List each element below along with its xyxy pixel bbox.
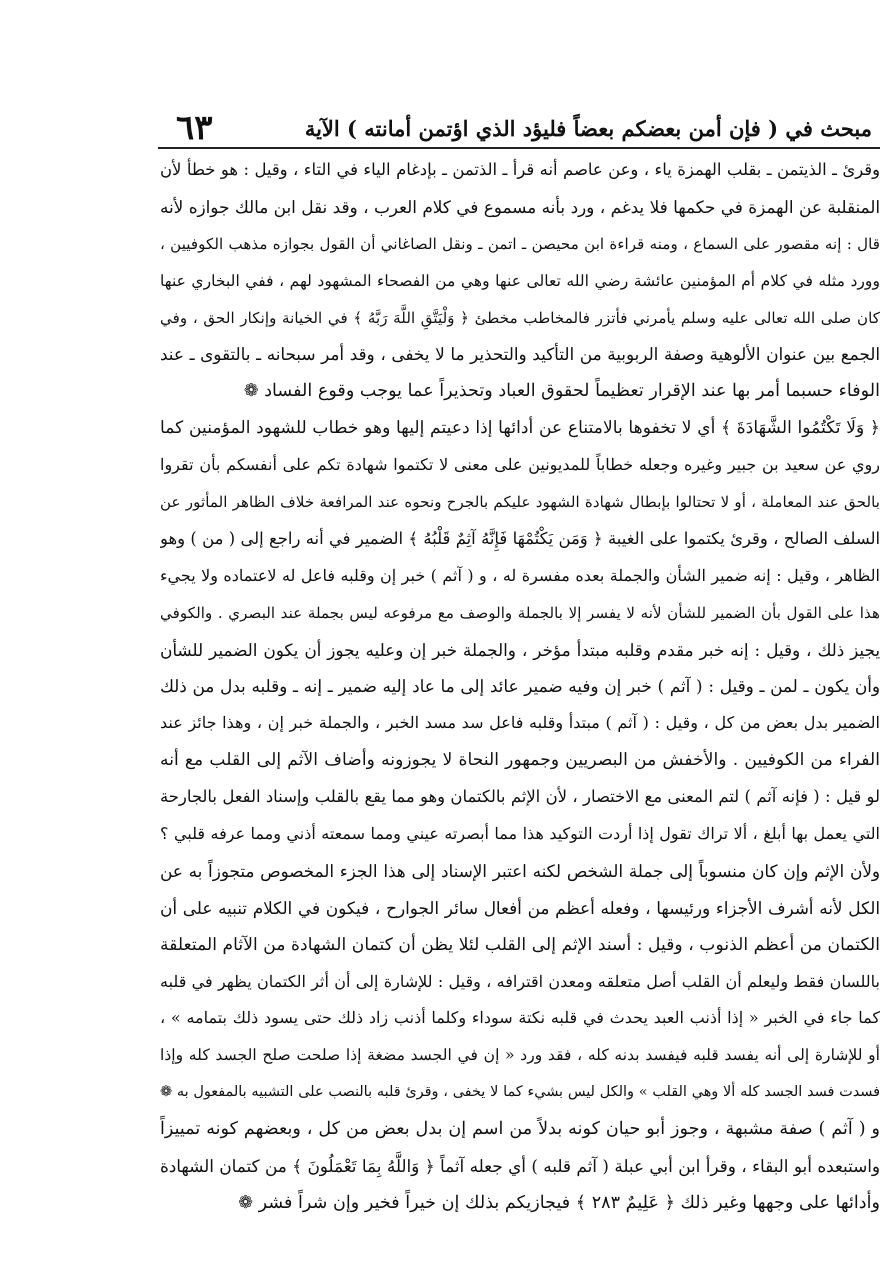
text-line: ولأن الإثم وإن كان منسوباً إلى جملة الشخص لكنه اعتبر الإسناد إلى هذا الجزء المخصوص متجوزاً به عن	[160, 860, 880, 881]
text-line: وقرئ ـ الذيتمن ـ بقلب الهمزة ياء ، وعن عاصم أنه قرأ ـ الذتمن ـ بإدغام الياء في التاء ، وقيل : هو خطأ لأن	[160, 160, 880, 179]
text-line: وأدائها على وجهها وغير ذلك ﴿ عَلِيمٌ ٢٨٣ ﴾ فيجازيكم بذلك إن خيراً فخير وإن شراً فشر ❁	[238, 1192, 880, 1213]
text-line: فسدت فسد الجسد كله ألا وهي القلب » والكل ليس بشيء كما لا يخفى ، وقرئ قلبه بالنصب على التشبيه بالمفعول به ❁	[160, 1084, 880, 1101]
text-line: المنقلبة عن الهمزة في حكمها فلا يدغم ، ورد بأنه مسموع في كلام العرب ، وقد نقل ابن مالك جوازه لأنه	[160, 196, 880, 217]
text-line: وورد مثله في كلام أم المؤمنين عائشة رضي الله تعالى عنها وهي من الفصحاء المشهود لهم ، ففي البخاري عنها	[160, 271, 880, 290]
text-line: الوفاء حسبما أمر بها عند الإقرار تعظيماً لحقوق العباد وتحذيراً عما يوجب وقوع الفساد ❁	[243, 381, 880, 402]
text-line: كما جاء في الخبر « إذا أذنب العبد يحدث في قلبه نكتة سوداء وكلما أذنب زاد ذلك حتى يسود ذلك بتمامه » ،	[160, 1008, 880, 1028]
text-line: باللسان فقط وليعلم أن القلب أصل متعلقه ومعدن اقترافه ، وقيل : للإشارة إلى أن أثر الكتمان يظهر في قلبه	[160, 971, 880, 991]
text-line: وأن يكون ـ لمن ـ وقيل : ( آثم ) خبر إن وفيه ضمير عائد إلى ما عاد إليه ضمير ـ إنه ـ وقلبه بدل من ذلك	[160, 676, 880, 697]
text-line: السلف الصالح ، وقرئ يكتموا على الغيبة ﴿ وَمَن يَكْتُمْهَا فَإِنَّهُ آثِمٌ قَلْبُهُ ﴾ الضمير في أنه راجع إلى ( من ) وهو	[160, 528, 880, 548]
page-number: ٦٣	[176, 108, 213, 148]
header-divider	[158, 147, 880, 149]
text-line: و ( آثم ) صفة مشبهة ، وجوز أبو حيان كونه بدلاً من اسم إن بدل بعض من كل ، وبعضهم كونه تمييزاً	[160, 1119, 880, 1140]
text-line: هذا على القول بأن الضمير للشأن لأنه لا يفسر إلا بالجملة والوصف مع مرفوعه ليس بجملة عند البصري . والكوفي	[160, 603, 880, 622]
body-text	[160, 152, 880, 1222]
text-line: قال : إنه مقصور على السماع ، ومنه قراءة ابن محيصن ـ اتمن ـ ونقل الصاغاني أن القول بجوازه مذهب الكوفيين ،	[160, 234, 880, 253]
text-line: التي يعمل بها أبلغ ، ألا تراك تقول إذا أردت التوكيد هذا مما أبصرته عيني ومما سمعته أذني ومما عرفه قلبي ؟	[160, 824, 880, 844]
text-line: واستبعده أبو البقاء ، وقرأ ابن أبي عبلة ( آثم قلبه ) أي جعله آثماً ﴿ وَاللَّهُ بِمَا تَعْمَلُونَ ﴾ من كتمان الشهادة	[160, 1156, 880, 1177]
text-line: يجيز ذلك ، وقيل : إنه خبر مقدم وقلبه مبتدأ مؤخر ، والجملة خبر إن وعليه يجوز أن يكون الضمير للشأن	[160, 639, 880, 660]
text-line: الفراء من الكوفيين . والأخفش من البصريين وجمهور النحاة لا يجوزونه وأضاف الآثم إلى القلب مع أنه	[160, 750, 880, 771]
text-line: ﴿ وَلَا تَكْتُمُوا الشَّهَادَةَ ﴾ أي لا تخفوها بالامتناع عن أدائها إذا دعيتم إليها وهو خطاب للشهود المؤمنين كما	[160, 418, 880, 439]
text-line: كان صلى الله تعالى عليه وسلم يأمرني فأتزر فالمخاطب مخطئ ﴿ وَلْيَتَّقِ اللَّهَ رَبَّهُ ﴾ في الخيانة وإنكار الحق ، وفي	[160, 308, 880, 327]
text-line: بالحق عند المعاملة ، أو لا تحتالوا بإبطال شهادة الشهود عليكم بالجرح ونحوه عند المرافعة خلاف الظاهر المأثور عن	[160, 493, 880, 512]
text-line: الضمير بدل بعض من كل ، وقيل : ( آثم ) مبتدأ وقلبه فاعل سد مسد الخبر ، والجملة خبر إن ، وهذا جائز عند	[160, 713, 880, 733]
running-title: مبحث في ( فإن أمن بعضكم بعضاً فليؤد الذي اؤتمن أمانته ) الآية	[304, 116, 872, 141]
text-line: الكل لأنه أشرف الأجزاء ورئيسها ، وفعله أعظم من أفعال سائر الجوارح ، فيكون في الكلام تنبيه على أن	[160, 897, 880, 918]
text-line: الجمع بين عنوان الألوهية وصفة الربوبية من التأكيد والتحذير ما لا يخفى ، وقد أمر سبحانه ـ بالتقوى ـ عند	[160, 344, 880, 365]
text-line: الظاهر ، وقيل : إنه ضمير الشأن والجملة بعده مفسرة له ، و ( آثم ) خبر إن وقلبه فاعل له لاعتماده ولا يجيء	[160, 565, 880, 585]
text-line: أو للإشارة إلى أنه يفسد قلبه فيفسد بدنه كله ، فقد ورد « إن في الجسد مضغة إذا صلحت صلح الجسد كله وإذا	[160, 1046, 880, 1065]
text-line: روي عن سعيد بن جبير وغيره وجعله خطاباً للمديونين على معنى لا تكتموا شهادة تكم على أنفسكم بأن تقروا	[160, 455, 880, 475]
text-line: الكتمان من أعظم الذنوب ، وقيل : أسند الإثم إلى القلب لئلا يظن أن كتمان الشهادة من الآثام المتعلقة	[160, 934, 880, 955]
text-line: لو قيل : ( فإنه آثم ) لتم المعنى مع الاختصار ، لأن الإثم بالكتمان وهو مما يقع بالقلب وإسناد الفعل بالجارحة	[160, 787, 880, 807]
